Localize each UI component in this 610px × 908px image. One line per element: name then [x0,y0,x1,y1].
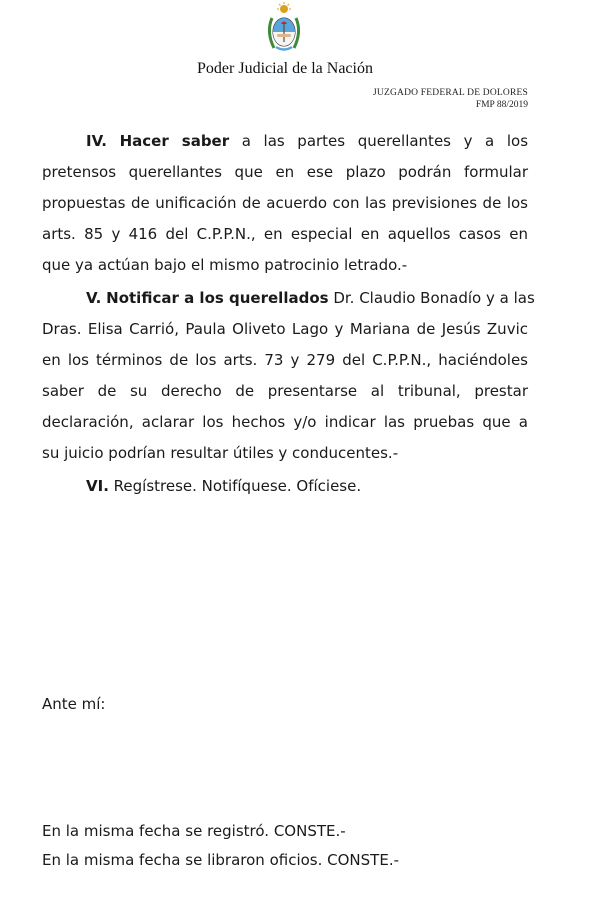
section-iv-line-1 [42,126,528,157]
section-v-bold: Notificar a los querellados [106,289,329,307]
section-iv-bold: Hacer saber [119,132,230,150]
section-v-line-3: en los términos de los arts. 73 y 279 del C.P.P.N., haciéndoles [42,351,528,369]
section-v-line-5: declaración, aclarar los hechos y/o indicar las pruebas que a [42,413,528,431]
section-iv-numeral: IV. [86,132,107,150]
section-vi [86,476,361,496]
footer-line-1: En la misma fecha se registró. CONSTE.- [42,822,346,840]
ante-mi: Ante mí: [42,695,106,713]
section-iv [42,126,528,281]
section-v-text: Dr. Claudio Bonadío y a las [328,289,535,307]
section-iv-text: a las partes querellantes y a los [229,132,529,150]
section-v-line-4: saber de su derecho de presentarse al tribunal, prestar [42,382,528,400]
section-iv-line-2: pretensos querellantes que en ese plazo podrán formular [42,163,528,181]
section-v-numeral: V. [86,289,102,307]
section-vi-numeral: VI. [86,477,109,495]
coat-of-arms-icon [262,2,306,54]
section-iv-line-4: arts. 85 y 416 del C.P.P.N., en especial en aquellos casos en [42,225,528,243]
court-name: Poder Judicial de la Nación [197,60,373,77]
juzgado-name: JUZGADO FEDERAL DE DOLORES [373,88,528,98]
file-number: FMP 88/2019 [475,100,528,110]
section-v [42,283,535,469]
section-v-line-6: su juicio podrían resultar útiles y conducentes.- [42,444,399,462]
footer-line-2: En la misma fecha se libraron oficios. CONSTE.- [42,851,399,869]
section-vi-text: Regístrese. Notifíquese. Ofíciese. [108,477,362,495]
section-v-line-1 [42,283,535,314]
section-v-line-2: Dras. Elisa Carrió, Paula Oliveto Lago y Mariana de Jesús Zuvic [42,320,528,338]
section-iv-line-5: que ya actúan bajo el mismo patrocinio letrado.- [42,256,408,274]
section-iv-line-3: propuestas de unificación de acuerdo con las previsiones de los [42,194,528,212]
